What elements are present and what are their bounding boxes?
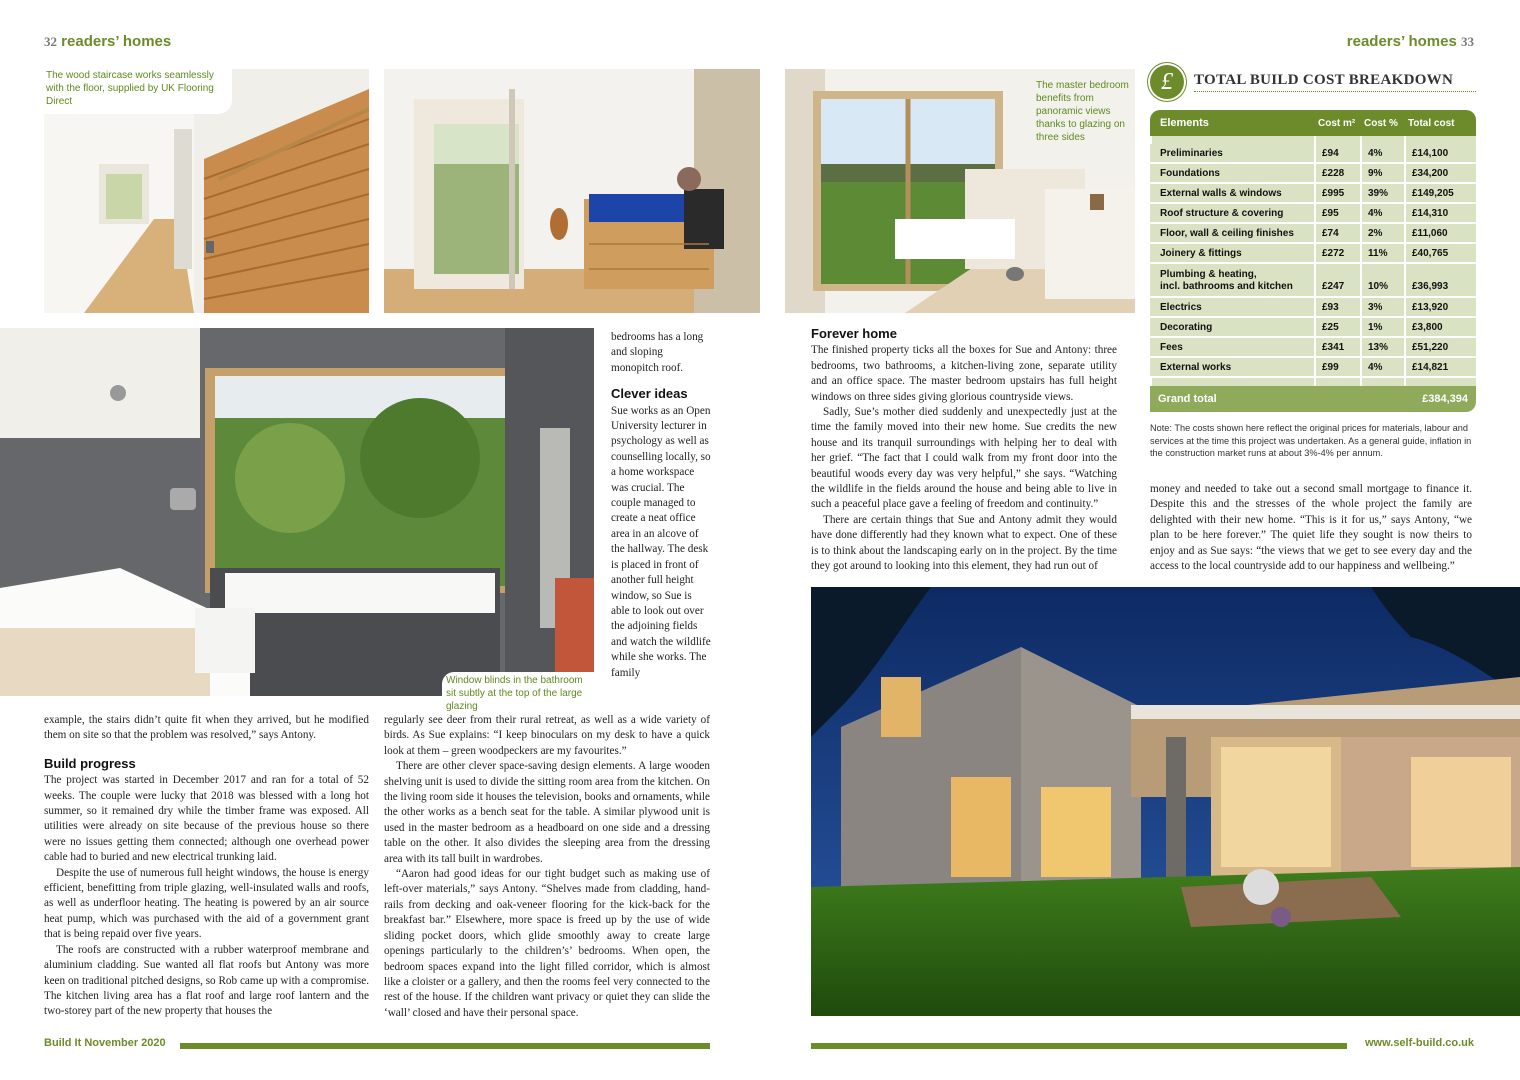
- column-2-para-2: There are other clever space-saving design elements. A large wooden shelving unit is used to divide the sitting room area from the kitchen. On the living room side it houses the television, books and ornaments, while the other works as a bench seat for the table. A similar plywood unit is used in the master bedroom as a headboard on one side and a dressing table on the other. It also divides the sleeping area from the dressing area with its tall built in wardrobes.: [384, 760, 710, 865]
- cell-element: Fees: [1150, 338, 1314, 358]
- cell-cost-pct: 1%: [1360, 318, 1404, 338]
- cell-element: Joinery & fittings: [1150, 244, 1314, 264]
- column-1-para-1: The project was started in December 2017 and ran for a total of 52 weeks. The couple were lucky that 2018 was blessed with a long hot summer, so it remained dry while the timber frame was exposed. All utilities were already on site because of the previous house so there were no issues getting them connected; although one overhead power cable had to buried and new electrical trunking laid.: [44, 774, 369, 864]
- table-row: [1150, 338, 1476, 358]
- narrow-column: [611, 330, 711, 681]
- section-title-right: readers’ homes: [1346, 33, 1457, 50]
- column-1: [44, 713, 369, 1020]
- cell-cost-m2: £272: [1314, 244, 1360, 264]
- cost-table-header: [1150, 64, 1476, 100]
- table-row: [1150, 164, 1476, 184]
- cell-cost-m2: £228: [1314, 164, 1360, 184]
- column-3: [811, 326, 1117, 575]
- column-1-para-3: The roofs are constructed with a rubber waterproof membrane and aluminium cladding. Sue wanted all flat roofs but Antony was more keen on traditional pitched designs, so Rob came up with a compromise. The kitchen living area has a flat roof and large roof lantern and the two-storey part of the new property that houses the: [44, 943, 369, 1018]
- grand-total-label: Grand total: [1158, 393, 1217, 405]
- cell-cost-m2: £95: [1314, 204, 1360, 224]
- cell-cost-pct: 4%: [1360, 358, 1404, 378]
- cost-note: Note: The costs shown here reflect the original prices for materials, labour and services at the time this project was undertaken. As a general guide, inflation in the construction market runs at about 3%-4% per annum.: [1150, 423, 1472, 458]
- cell-total-cost: £14,821: [1404, 358, 1476, 378]
- master-bedroom-caption: The master bedroom benefits from panoramic views thanks to glazing on three sides: [1036, 80, 1129, 143]
- cell-total-cost: £36,993: [1404, 264, 1476, 298]
- cost-table-title: TOTAL BUILD COST BREAKDOWN: [1194, 72, 1454, 88]
- cell-total-cost: £13,920: [1404, 298, 1476, 318]
- table-row: [1150, 264, 1476, 298]
- cell-total-cost: £51,220: [1404, 338, 1476, 358]
- bathroom-caption: Window blinds in the bathroom sit subtly at the top of the large glazing: [442, 672, 596, 715]
- cell-cost-m2: £99: [1314, 358, 1360, 378]
- column-3-para-1: The finished property ticks all the boxes for Sue and Antony: three bedrooms, two bathrooms, a kitchen-living zone, separate utility and an office space. The master bedroom upstairs has full height windows on three sides giving glorious countryside views.: [811, 344, 1117, 403]
- cell-cost-pct: 4%: [1360, 204, 1404, 224]
- table-row: [1150, 244, 1476, 264]
- table-spacer: [1150, 136, 1476, 144]
- column-3-para-2: Sadly, Sue’s mother died suddenly and unexpectedly just at the time the family moved into their new home. Sue credits the new house and its tranquil surroundings with helping her to deal with her grief. “The fact that I could walk from my front door into the beautiful woods every day was very helpful,” she says. “Watching the wildlife in the fields around the house and being able to live in such a peaceful place gave a feeling of freedom and continuity.”: [811, 406, 1117, 511]
- table-row: [1150, 204, 1476, 224]
- pound-icon: £: [1150, 65, 1184, 99]
- column-4: [1150, 482, 1472, 574]
- column-1-para-2: Despite the use of numerous full height windows, the house is energy efficient, benefitting from triple glazing, well-insulated walls and roofs, as well as underfloor heating. The heating is powered by an air source heat pump, which was purchased with the aid of a government grant that is being repaid over five years.: [44, 866, 369, 941]
- footer-brand-left: Build It November 2020: [44, 1037, 166, 1049]
- cell-cost-m2: £995: [1314, 184, 1360, 204]
- clever-ideas-heading: Clever ideas: [611, 386, 688, 402]
- footer-url-right: www.self-build.co.uk: [1365, 1037, 1474, 1049]
- cell-cost-pct: 10%: [1360, 264, 1404, 298]
- table-row: [1150, 298, 1476, 318]
- cell-total-cost: £14,310: [1404, 204, 1476, 224]
- column-1-intro: example, the stairs didn’t quite fit when they arrived, but he modified them on site so that the problem was resolved,” says Antony.: [44, 714, 369, 742]
- cell-cost-pct: 11%: [1360, 244, 1404, 264]
- cell-element: Roof structure & covering: [1150, 204, 1314, 224]
- col-header-cost-m2: Cost m²: [1314, 110, 1360, 136]
- staircase-caption: The wood staircase works seamlessly with the floor, supplied by UK Flooring Direct: [44, 69, 232, 114]
- table-row: [1150, 358, 1476, 378]
- narrow-column-text: bedrooms has a long and sloping monopitch roof.: [611, 331, 704, 374]
- cell-cost-pct: 39%: [1360, 184, 1404, 204]
- folio-right: [1347, 33, 1474, 50]
- cell-cost-pct: 9%: [1360, 164, 1404, 184]
- page-number-right: 33: [1461, 34, 1474, 49]
- kids-bedroom-photo: [384, 69, 760, 313]
- cell-element: External walls & windows: [1150, 184, 1314, 204]
- cell-element: Floor, wall & ceiling finishes: [1150, 224, 1314, 244]
- cell-cost-m2: £341: [1314, 338, 1360, 358]
- cell-element: Decorating: [1150, 318, 1314, 338]
- cell-cost-pct: 3%: [1360, 298, 1404, 318]
- cost-breakdown: [1150, 64, 1476, 460]
- table-row: [1150, 318, 1476, 338]
- col-header-elements: Elements: [1150, 110, 1314, 136]
- column-2-para-1: regularly see deer from their rural retreat, as well as a wide variety of birds. As Sue explains: “I keep binoculars on my desk to have a quick look at them – green woodpeckers are my favourites.”: [384, 714, 710, 757]
- cost-table-body: [1150, 136, 1476, 386]
- section-title-left: readers’ homes: [61, 33, 172, 50]
- column-2-para-3: “Aaron had good ideas for our tight budget such as making use of left-over materials,” says Antony. “Shelves made from cladding, hand-rails from decking and oak-veneer flooring for the kick-back for the breakfast bar.” Elsewhere, more space is freed up by the use of wide sliding pocket doors, which glide smoothly away to create large openings particularly to the children’s’ bedrooms. When open, the bedroom spaces expand into the light filled corridor, which is almost like a cloister or a gallery, and then the rooms feel very connected to the rest of the house. If the children want privacy or quiet they can slide the ‘wall’ closed and have their personal space.: [384, 868, 710, 1019]
- cell-element: Preliminaries: [1150, 144, 1314, 164]
- column-4-para-1: money and needed to take out a second small mortgage to finance it. Despite this and the stresses of the whole project the family are delighted with their new home. “This is it for us,” says Antony, “we plan to be here forever.” The quiet life they sought is now theirs to enjoy and as Sue says: “the views that we get to see every day and the access to the local countryside add to our happiness and wellbeing.”: [1150, 483, 1472, 573]
- footer-rule-left: [180, 1043, 710, 1049]
- bathroom-photo: [0, 328, 594, 696]
- col-header-total-cost: Total cost: [1404, 110, 1476, 136]
- build-progress-heading: Build progress: [44, 755, 136, 771]
- cell-cost-m2: £94: [1314, 144, 1360, 164]
- cell-cost-pct: 4%: [1360, 144, 1404, 164]
- cell-element: Foundations: [1150, 164, 1314, 184]
- cell-cost-m2: £93: [1314, 298, 1360, 318]
- cell-cost-m2: £25: [1314, 318, 1360, 338]
- table-row: [1150, 144, 1476, 164]
- cell-cost-pct: 2%: [1360, 224, 1404, 244]
- exterior-photo: [811, 587, 1520, 1016]
- cell-element: External works: [1150, 358, 1314, 378]
- clever-ideas-paragraph: Sue works as an Open University lecturer in psychology as well as counselling locally, so a home workspace was crucial. The couple managed to create a neat office area in an alcove of the hallway. The desk is placed in front of another full height window, so Sue is able to look out over the adjoining fields and watch the wildlife while she works. The family: [611, 404, 711, 679]
- col-header-cost-pct: Cost %: [1360, 110, 1404, 136]
- forever-home-heading: Forever home: [811, 326, 897, 341]
- cell-total-cost: £3,800: [1404, 318, 1476, 338]
- cell-total-cost: £14,100: [1404, 144, 1476, 164]
- cell-cost-m2: £247: [1314, 264, 1360, 298]
- table-row: [1150, 224, 1476, 244]
- grand-total-row: [1150, 386, 1476, 412]
- cell-total-cost: £40,765: [1404, 244, 1476, 264]
- footer-rule-right: [811, 1043, 1347, 1049]
- cell-total-cost: £11,060: [1404, 224, 1476, 244]
- cell-element: Plumbing & heating, incl. bathrooms and kitchen: [1150, 264, 1314, 298]
- cell-cost-m2: £74: [1314, 224, 1360, 244]
- cost-table: [1150, 110, 1476, 386]
- column-2: [384, 713, 710, 1021]
- cell-total-cost: £149,205: [1404, 184, 1476, 204]
- page-number-left: 32: [44, 34, 57, 49]
- cell-element: Electrics: [1150, 298, 1314, 318]
- cell-cost-pct: 13%: [1360, 338, 1404, 358]
- title-dotted-rule: [1194, 91, 1476, 92]
- cell-total-cost: £34,200: [1404, 164, 1476, 184]
- column-3-para-3: There are certain things that Sue and Antony admit they would have done differently had they known what to expect. One of these is to think about the landscaping early on in the project. By the time they got around to looking into this element, they had run out of: [811, 513, 1117, 573]
- table-row: [1150, 184, 1476, 204]
- grand-total-value: £384,394: [1422, 393, 1468, 405]
- folio-left: [44, 33, 171, 50]
- table-spacer: [1150, 378, 1476, 386]
